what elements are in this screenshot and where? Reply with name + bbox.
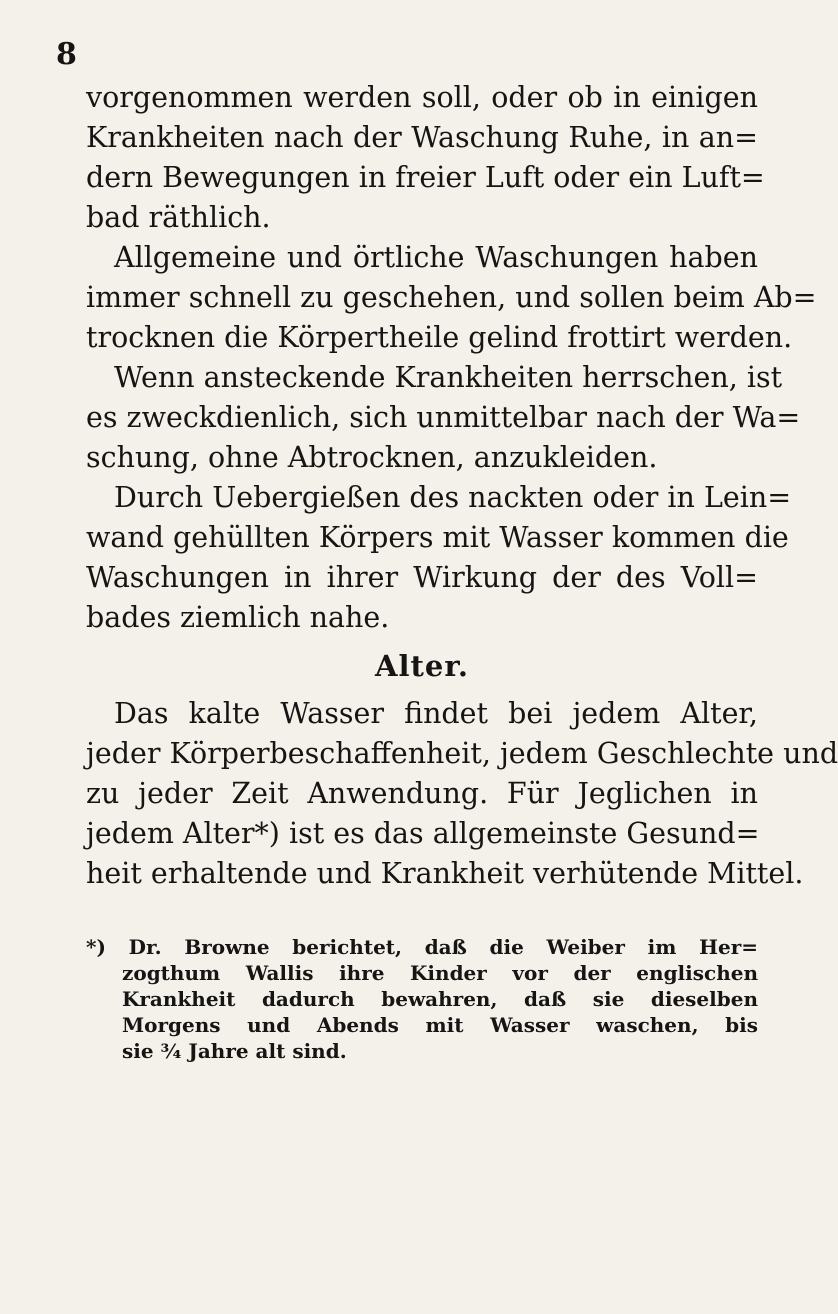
text-line: heit erhaltende und Krankheit verhütende Mittel. xyxy=(86,857,804,890)
text-line: Wenn ansteckende Krankheiten herrschen, ist xyxy=(114,361,783,394)
footnote-line: Morgens und Abends mit Wasser waschen, bis xyxy=(122,1013,758,1037)
paragraph xyxy=(86,78,765,238)
text-line: bades ziemlich nahe. xyxy=(86,601,390,634)
footnote-line: Krankheit dadurch bewahren, daß sie dieselben xyxy=(122,987,758,1011)
section-heading: Alter. xyxy=(374,649,470,683)
text-line: vorgenommen werden soll, oder ob in einigen xyxy=(86,81,758,114)
text-line: schung, ohne Abtrocknen, anzukleiden. xyxy=(86,441,658,474)
text-line: dern Bewegungen in freier Luft oder ein Luft= xyxy=(86,161,765,194)
text-line: bad räthlich. xyxy=(86,201,271,234)
text-line: wand gehüllten Körpers mit Wasser kommen die xyxy=(86,521,789,554)
paragraph xyxy=(86,694,838,894)
footnote-line: zogthum Wallis ihre Kinder vor der englischen xyxy=(122,961,758,985)
text-line: Waschungen in ihrer Wirkung der des Voll= xyxy=(86,561,758,594)
text-line: Das kalte Wasser findet bei jedem Alter, xyxy=(114,697,758,730)
text-line: es zweckdienlich, sich unmittelbar nach der Wa= xyxy=(86,401,801,434)
page-number: 8 xyxy=(56,37,77,72)
text-line: Allgemeine und örtliche Waschungen haben xyxy=(114,241,758,274)
text-line: Krankheiten nach der Waschung Ruhe, in an= xyxy=(86,121,758,154)
footnote-line: *) Dr. Browne berichtet, daß die Weiber im Her= xyxy=(86,935,758,959)
text-line: jedem Alter*) ist es das allgemeinste Gesund= xyxy=(86,817,760,850)
paragraph xyxy=(86,478,792,638)
text-line: Durch Uebergießen des nackten oder in Lein= xyxy=(114,481,792,514)
text-line: trocknen die Körpertheile gelind frottirt werden. xyxy=(86,321,793,354)
footnote xyxy=(86,934,758,1064)
text-line: immer schnell zu geschehen, und sollen beim Ab= xyxy=(86,281,817,314)
paragraph xyxy=(86,358,801,478)
footnote-line: sie ¾ Jahre alt sind. xyxy=(122,1039,347,1063)
body-text xyxy=(86,78,838,1064)
text-line: zu jeder Zeit Anwendung. Für Jeglichen in xyxy=(86,777,758,810)
paragraph xyxy=(86,238,817,358)
text-line: jeder Körperbeschaffenheit, jedem Geschlechte und xyxy=(86,737,838,770)
